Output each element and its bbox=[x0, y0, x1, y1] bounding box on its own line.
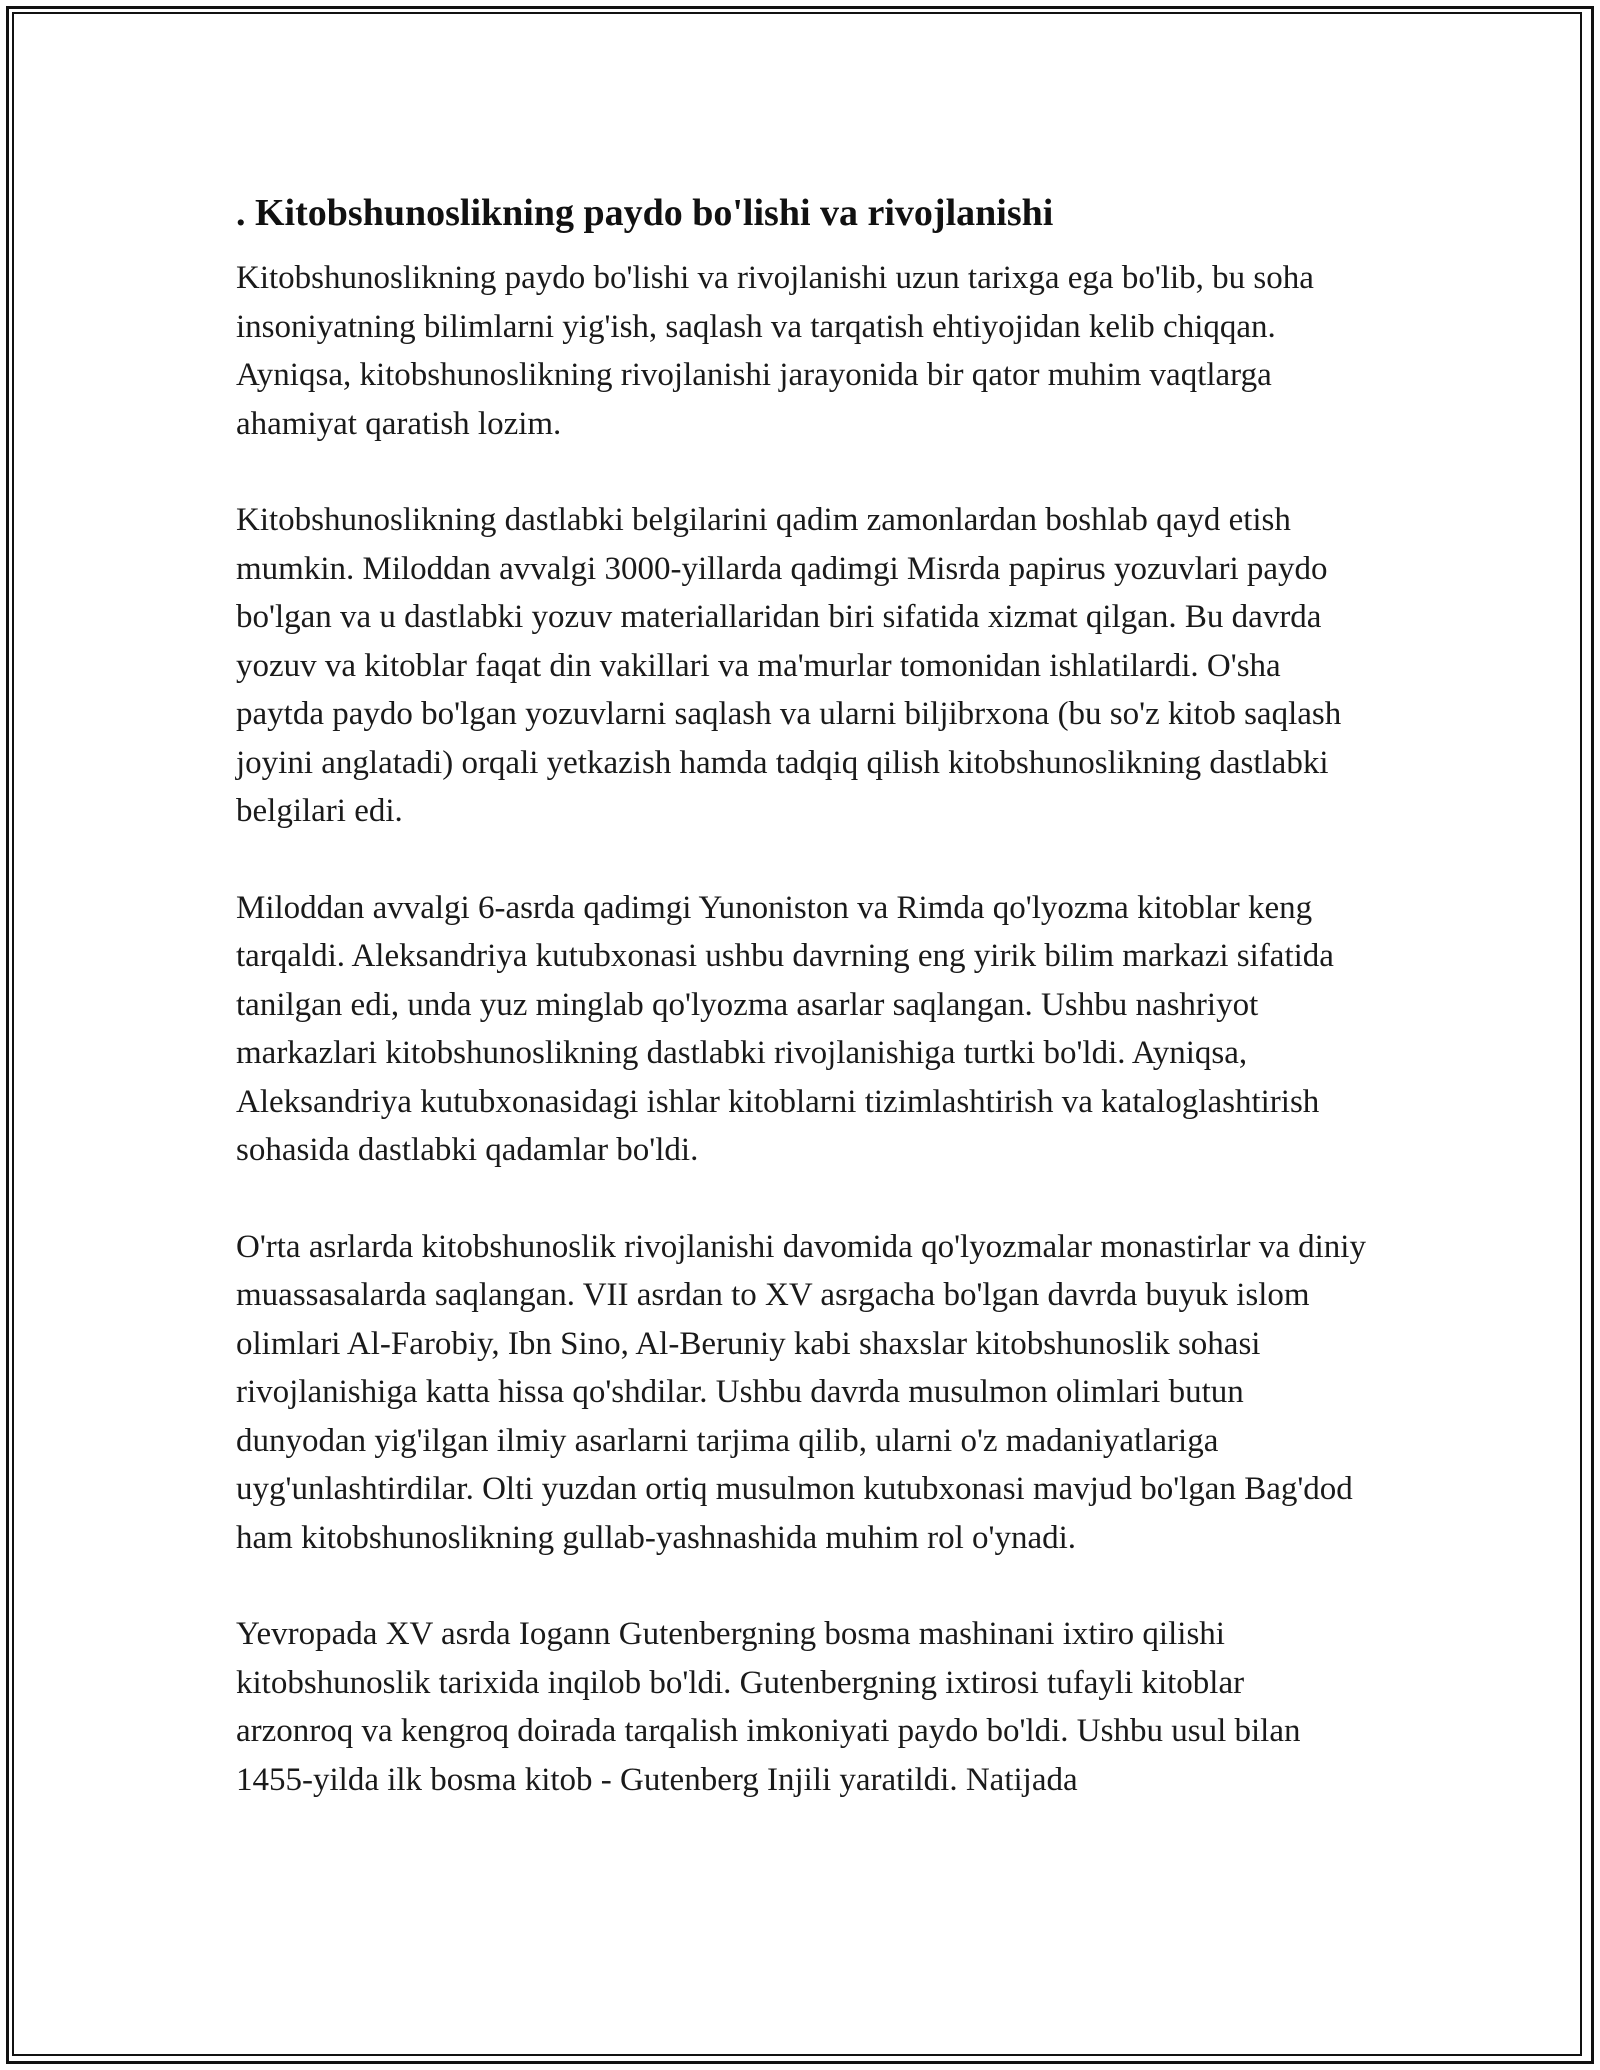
paragraph-3: Miloddan avvalgi 6-asrda qadimgi Yunoniston va Rimda qo'lyozma kitoblar keng tarqaldi. Aleksandriya kutubxonasi ushbu davrning eng yirik bilim markazi sifatida tanilgan edi, unda yuz minglab qo'lyozma asarlar saqlangan. Ushbu nashriyot markazlari kitobshunoslikning dastlabki rivojlanishiga turtki bo'ldi. Ayniqsa, Aleksandriya kutubxonasidagi ishlar kitoblarni tizimlashtirish va kataloglashtirish sohasida dastlabki qadamlar bo'ldi. bbox=[236, 889, 1334, 1168]
paragraph-4: O'rta asrlarda kitobshunoslik rivojlanishi davomida qo'lyozmalar monastirlar va diniy muassasalarda saqlangan. VII asrdan to XV asrgacha bo'lgan davrda buyuk islom olimlari Al-Farobiy, Ibn Sino, Al-Beruniy kabi shaxslar kitobshunoslik sohasi rivojlanishiga katta hissa qo'shdilar. Ushbu davrda musulmon olimlari butun dunyodan yig'ilgan ilmiy asarlarni tarjima qilib, ularni o'z madaniyatlariga uyg'unlashtirdilar. Olti yuzdan ortiq musulmon kutubxonasi mavjud bo'lgan Bag'dod ham kitobshunoslikning gullab-yashnashida muhim rol o'ynadi. bbox=[236, 1228, 1366, 1556]
paragraph-2: Kitobshunoslikning dastlabki belgilarini qadim zamonlardan boshlab qayd etish mumkin. Miloddan avvalgi 3000-yillarda qadimgi Misrda papirus yozuvlari paydo bo'lgan va u dastlabki yozuv materiallaridan biri sifatida xizmat qilgan. Bu davrda yozuv va kitoblar faqat din vakillari va ma'murlar tomonidan ishlatilardi. O'sha paytda paydo bo'lgan yozuvlarni saqlash va ularni biljibrxona (bu so'z kitob saqlash joyini anglatadi) orqali yetkazish hamda tadqiq qilish kitobshunoslikning dastlabki belgilari edi. bbox=[236, 502, 1342, 829]
paragraph-1: Kitobshunoslikning paydo bo'lishi va rivojlanishi uzun tarixga ega bo'lib, bu soha insoniyatning bilimlarni yig'ish, saqlash va tarqatish ehtiyojidan kelib chiqqan. Ayniqsa, kitobshunoslikning rivojlanishi jarayonida bir qator muhim vaqtlarga ahamiyat qaratish lozim. bbox=[236, 260, 1314, 442]
document-title: . Kitobshunoslikning paydo bo'lishi va rivojlanishi bbox=[236, 192, 1054, 234]
document-body bbox=[236, 186, 1366, 1852]
paragraph-5: Yevropada XV asrda Iogann Gutenbergning bosma mashinani ixtiro qilishi kitobshunoslik tarixida inqilob bo'ldi. Gutenbergning ixtirosi tufayli kitoblar arzonroq va kengroq doirada tarqalish imkoniyati paydo bo'ldi. Ushbu usul bilan 1455-yilda ilk bosma kitob - Gutenberg Injili yaratildi. Natijada bbox=[236, 1616, 1301, 1798]
